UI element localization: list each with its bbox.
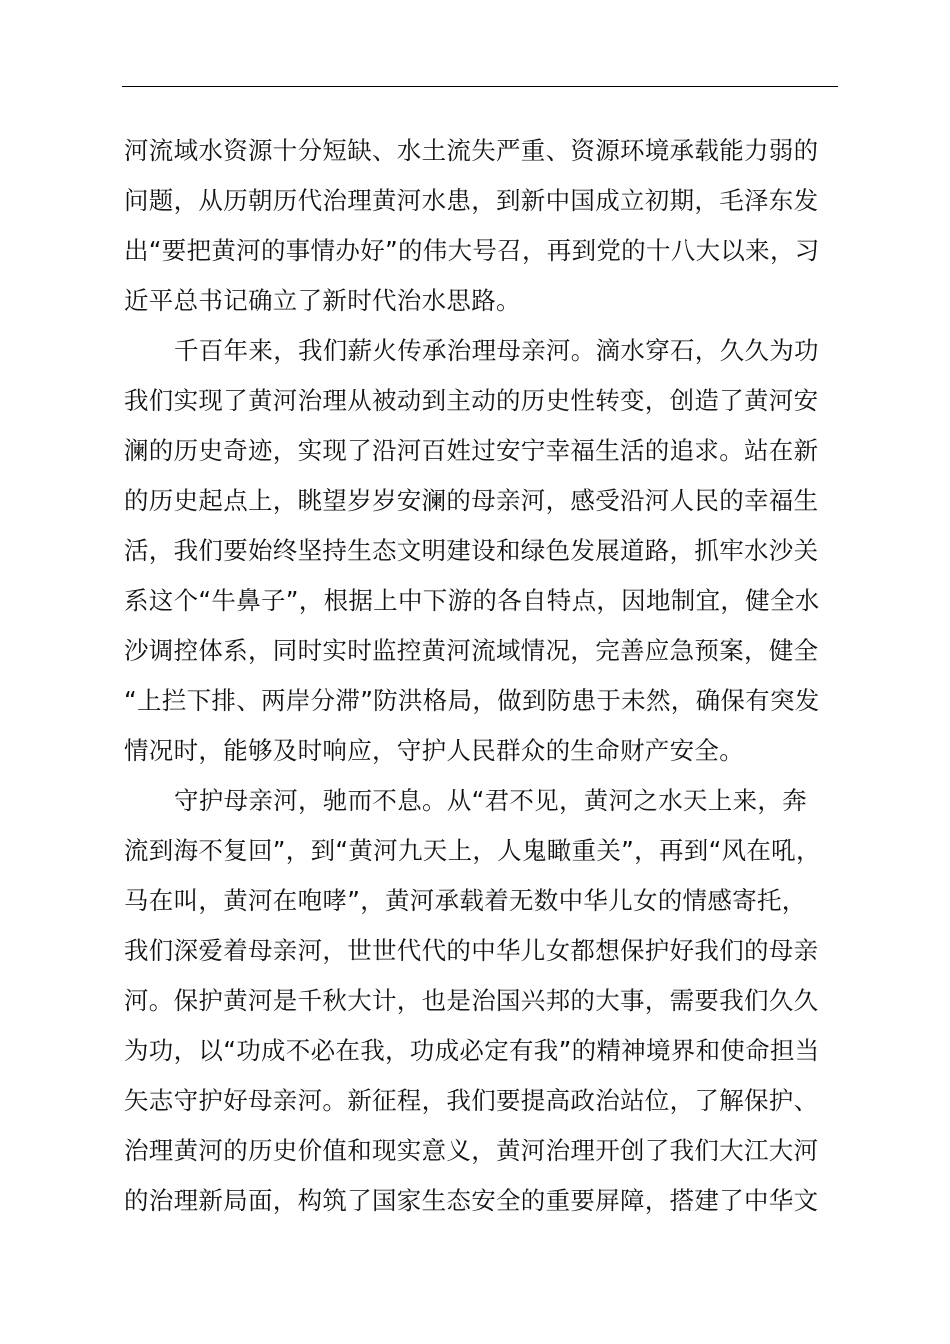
text-line: 我们深爱着母亲河，世世代代的中华儿女都想保护好我们的母亲 <box>124 936 819 965</box>
text-line: 出“要把黄河的事情办好”的伟大号召，再到党的十八大以来，习 <box>124 236 820 265</box>
paragraph-start-line: 千百年来，我们薪火传承治理母亲河。滴水穿石，久久为功 <box>174 336 819 365</box>
text-line: 沙调控体系，同时实时监控黄河流域情况，完善应急预案，健全 <box>124 636 819 665</box>
text-line: 治理黄河的历史价值和现实意义，黄河治理开创了我们大江大河 <box>124 1136 819 1165</box>
header-rule <box>122 86 838 87</box>
paragraph-start-line: 守护母亲河，驰而不息。从“君不见，黄河之水天上来，奔 <box>174 786 807 815</box>
text-line: “上拦下排、两岸分滞”防洪格局，做到防患于未然，确保有突发 <box>124 686 820 715</box>
text-line: 问题，从历朝历代治理黄河水患，到新中国成立初期，毛泽东发 <box>124 186 819 215</box>
text-line: 的治理新局面，构筑了国家生态安全的重要屏障，搭建了中华文 <box>124 1186 819 1215</box>
text-line: 流到海不复回”，到“黄河九天上，人鬼瞰重关”，再到“风在吼， <box>124 836 821 865</box>
text-line: 情况时，能够及时响应，守护人民群众的生命财产安全。 <box>124 736 744 765</box>
text-line: 河流域水资源十分短缺、水土流失严重、资源环境承载能力弱的 <box>124 136 819 165</box>
text-line: 马在叫，黄河在咆哮”，黄河承载着无数中华儿女的情感寄托， <box>124 886 807 915</box>
text-line: 近平总书记确立了新时代治水思路。 <box>124 286 521 315</box>
body-text <box>124 126 844 1226</box>
text-line: 活，我们要始终坚持生态文明建设和绿色发展道路，抓牢水沙关 <box>124 536 819 565</box>
text-line: 澜的历史奇迹，实现了沿河百姓过安宁幸福生活的追求。站在新 <box>124 436 819 465</box>
text-line: 我们实现了黄河治理从被动到主动的历史性转变，创造了黄河安 <box>124 386 819 415</box>
text-line: 为功，以“功成不必在我，功成必定有我”的精神境界和使命担当 <box>124 1036 820 1065</box>
text-line: 系这个“牛鼻子”，根据上中下游的各自特点，因地制宜，健全水 <box>124 586 820 615</box>
text-line: 的历史起点上，眺望岁岁安澜的母亲河，感受沿河人民的幸福生 <box>124 486 819 515</box>
text-line: 矢志守护好母亲河。新征程，我们要提高政治站位，了解保护、 <box>124 1086 819 1115</box>
text-line: 河。保护黄河是千秋大计，也是治国兴邦的大事，需要我们久久 <box>124 986 819 1015</box>
